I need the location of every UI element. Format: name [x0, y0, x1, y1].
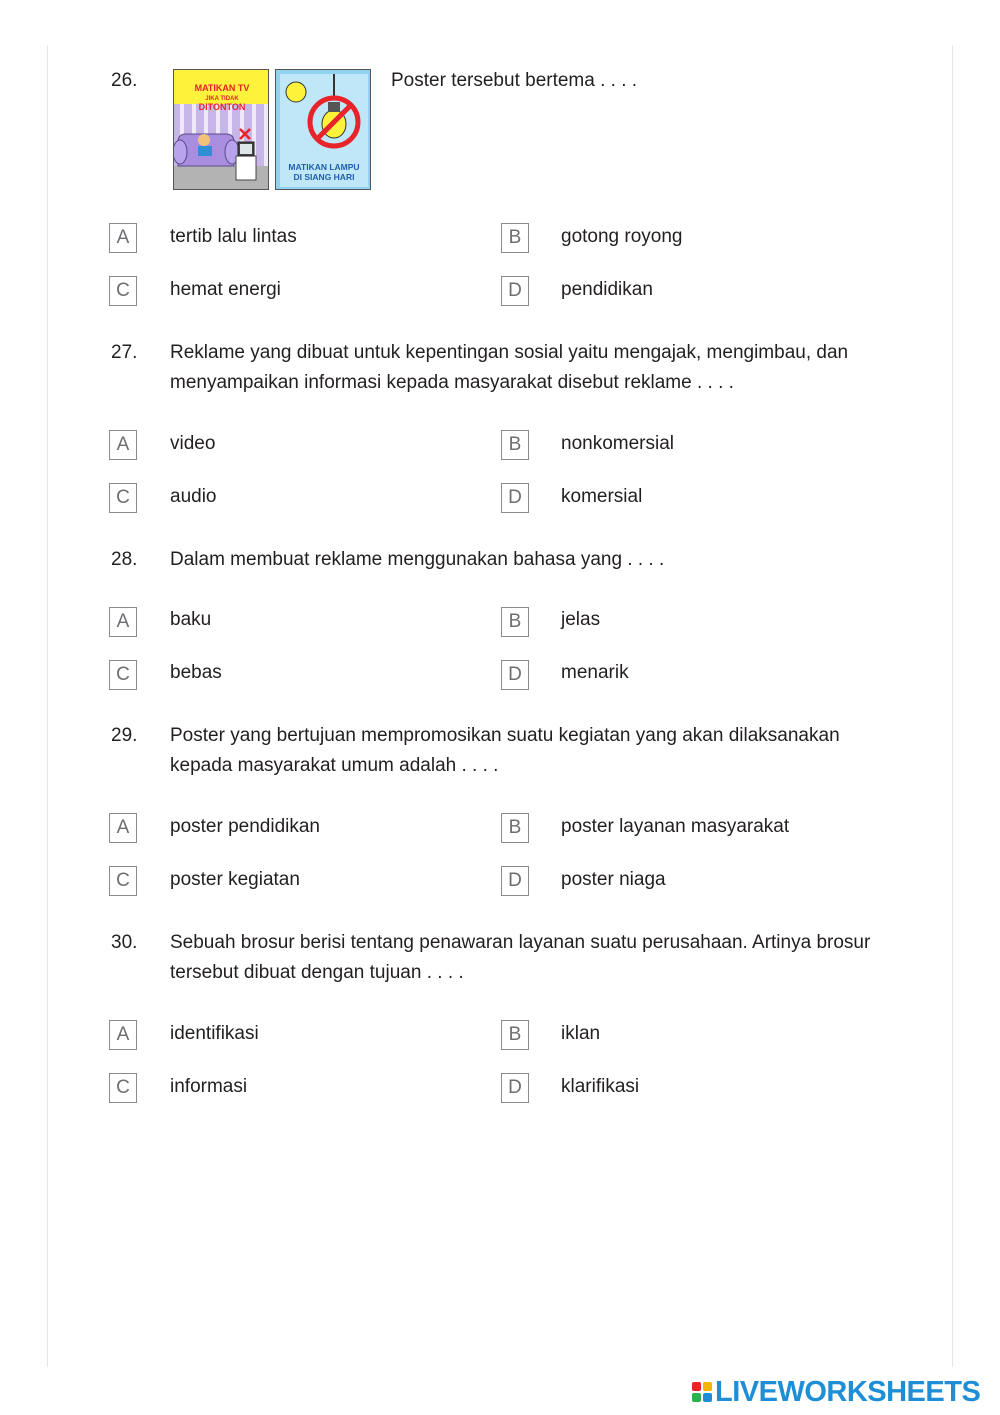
question-number: 26.	[111, 70, 138, 91]
logo-square-blue	[703, 1393, 712, 1402]
poster-lamp-line2: DI SIANG HARI	[293, 172, 355, 182]
page-margin-right	[952, 45, 953, 1367]
lamp-poster-illustration	[276, 70, 371, 190]
option-text: pendidikan	[561, 279, 653, 300]
option-d-button[interactable]: D	[501, 1073, 529, 1103]
option-a-button[interactable]: A	[109, 430, 137, 460]
option-text: jelas	[561, 609, 601, 630]
logo-text: LIVEWORKSHEETS	[715, 1375, 981, 1408]
poster-lamp-line1: MATIKAN LAMPU	[288, 162, 360, 172]
option-d-button[interactable]: D	[501, 660, 529, 690]
option-text: komersial	[561, 486, 643, 507]
question-number: 30.	[111, 932, 138, 953]
option-d-button[interactable]: D	[501, 866, 529, 896]
page-margin-left	[47, 45, 48, 1367]
tv-poster-illustration	[174, 70, 269, 190]
option-text: hemat energi	[170, 279, 281, 300]
option-text: poster kegiatan	[170, 869, 300, 890]
option-text: gotong royong	[561, 226, 683, 247]
question-text: Sebuah brosur berisi tentang penawaran layanan suatu perusahaan. Artinya brosur tersebut dibuat dengan tujuan . . . .	[170, 932, 871, 983]
liveworksheets-grid-icon	[692, 1382, 712, 1402]
poster-matikan-tv	[173, 69, 269, 190]
option-text: poster niaga	[561, 869, 666, 890]
option-text: audio	[170, 486, 217, 507]
question-number: 27.	[111, 342, 138, 363]
option-text: klarifikasi	[561, 1076, 640, 1097]
option-a-button[interactable]: A	[109, 1020, 137, 1050]
option-text: identifikasi	[170, 1023, 259, 1044]
logo-square-yellow	[703, 1382, 712, 1391]
question-text: Poster tersebut bertema . . . .	[391, 70, 638, 91]
option-text: menarik	[561, 662, 629, 683]
option-text: tertib lalu lintas	[170, 226, 297, 247]
poster-tv-line3: DITONTON	[198, 102, 246, 112]
option-c-button[interactable]: C	[109, 866, 137, 896]
option-text: informasi	[170, 1076, 248, 1097]
option-b-button[interactable]: B	[501, 813, 529, 843]
question-text: Dalam membuat reklame menggunakan bahasa yang . . . .	[170, 549, 665, 570]
option-c-button[interactable]: C	[109, 660, 137, 690]
logo-square-green	[692, 1393, 701, 1402]
option-text: iklan	[561, 1023, 601, 1044]
question-text: Poster yang bertujuan mempromosikan suatu kegiatan yang akan dilaksanakan kepada masyarakat umum adalah . . . .	[170, 725, 840, 776]
option-a-button[interactable]: A	[109, 223, 137, 253]
logo-square-red	[692, 1382, 701, 1391]
option-a-button[interactable]: A	[109, 607, 137, 637]
option-text: bebas	[170, 662, 222, 683]
option-c-button[interactable]: C	[109, 483, 137, 513]
option-text: baku	[170, 609, 212, 630]
question-number: 29.	[111, 725, 138, 746]
poster-tv-line1: MATIKAN TV	[194, 83, 250, 93]
question-text: Reklame yang dibuat untuk kepentingan sosial yaitu mengajak, mengimbau, dan menyampaikan informasi kepada masyarakat disebut reklame . . . .	[170, 342, 849, 393]
option-a-button[interactable]: A	[109, 813, 137, 843]
liveworksheets-logo[interactable]	[692, 1377, 980, 1407]
option-c-button[interactable]: C	[109, 1073, 137, 1103]
option-c-button[interactable]: C	[109, 276, 137, 306]
poster-tv-line2: JIKA TIDAK	[205, 96, 239, 102]
option-text: poster layanan masyarakat	[561, 816, 790, 837]
option-b-button[interactable]: B	[501, 607, 529, 637]
option-b-button[interactable]: B	[501, 223, 529, 253]
option-d-button[interactable]: D	[501, 483, 529, 513]
option-b-button[interactable]: B	[501, 1020, 529, 1050]
option-text: nonkomersial	[561, 433, 674, 454]
poster-matikan-lampu	[275, 69, 371, 190]
question-number: 28.	[111, 549, 138, 570]
option-d-button[interactable]: D	[501, 276, 529, 306]
option-b-button[interactable]: B	[501, 430, 529, 460]
option-text: poster pendidikan	[170, 816, 320, 837]
option-text: video	[170, 433, 216, 454]
